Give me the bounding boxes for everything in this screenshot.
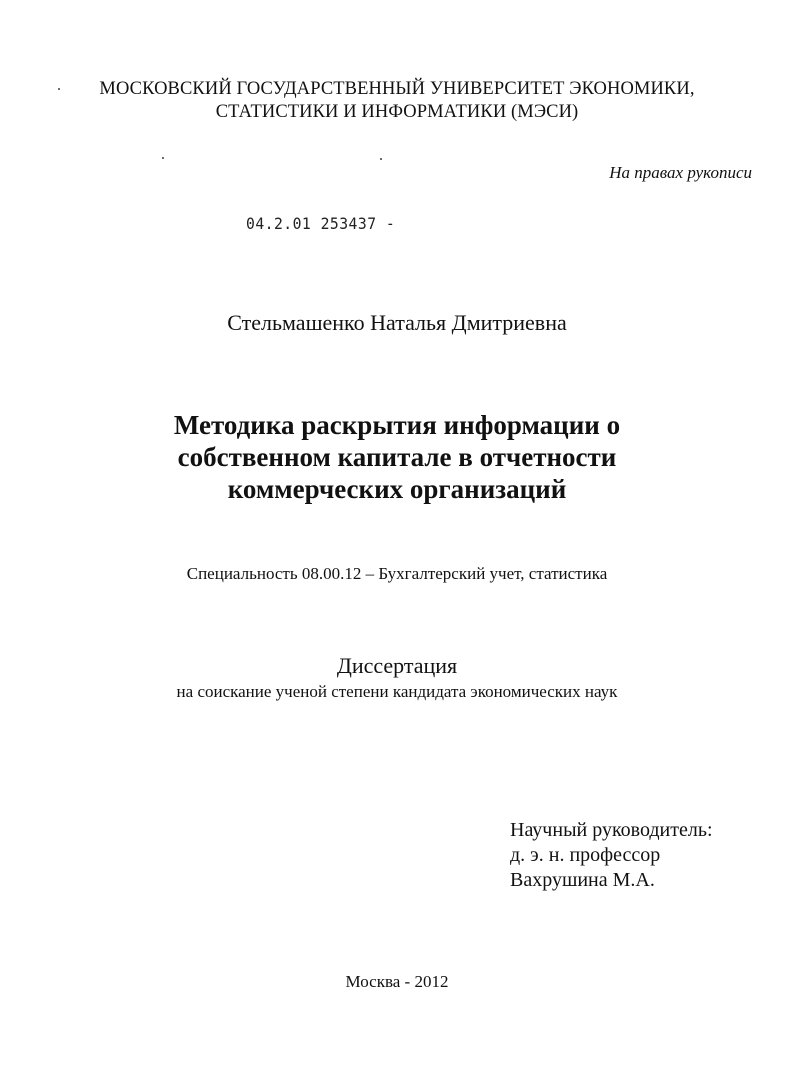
dissertation-title-line-1: Методика раскрытия информации о — [173, 410, 621, 440]
university-name-line-2: СТАТИСТИКИ И ИНФОРМАТИКИ (МЭСИ) — [215, 102, 579, 122]
advisor-block — [510, 818, 713, 893]
specialty-line: Специальность 08.00.12 – Бухгалтерский учет, статистика — [186, 564, 608, 583]
university-name — [0, 78, 794, 124]
scan-speck — [162, 157, 164, 159]
advisor-name: Вахрушина М.А. — [510, 869, 655, 891]
advisor-role: Научный руководитель: — [510, 819, 713, 841]
manuscript-note: На правах рукописи — [609, 163, 752, 182]
author-name: Стельмашенко Наталья Дмитриевна — [227, 310, 567, 335]
scan-speck — [380, 158, 382, 160]
university-name-line-1: МОСКОВСКИЙ ГОСУДАРСТВЕННЫЙ УНИВЕРСИТЕТ ЭКОНОМИКИ, — [99, 79, 695, 99]
degree-line: на соискание ученой степени кандидата экономических наук — [176, 682, 618, 701]
document-type: Диссертация — [336, 653, 458, 678]
advisor-degree: д. э. н. профессор — [510, 844, 661, 866]
dissertation-title-line-3: коммерческих организаций — [227, 474, 567, 504]
dissertation-title — [0, 409, 794, 505]
dissertation-title-line-2: собственном капитале в отчетности — [177, 442, 617, 472]
registration-stamp: 04.2.01 253437 - — [246, 214, 396, 233]
city-year: Москва - 2012 — [345, 972, 449, 991]
